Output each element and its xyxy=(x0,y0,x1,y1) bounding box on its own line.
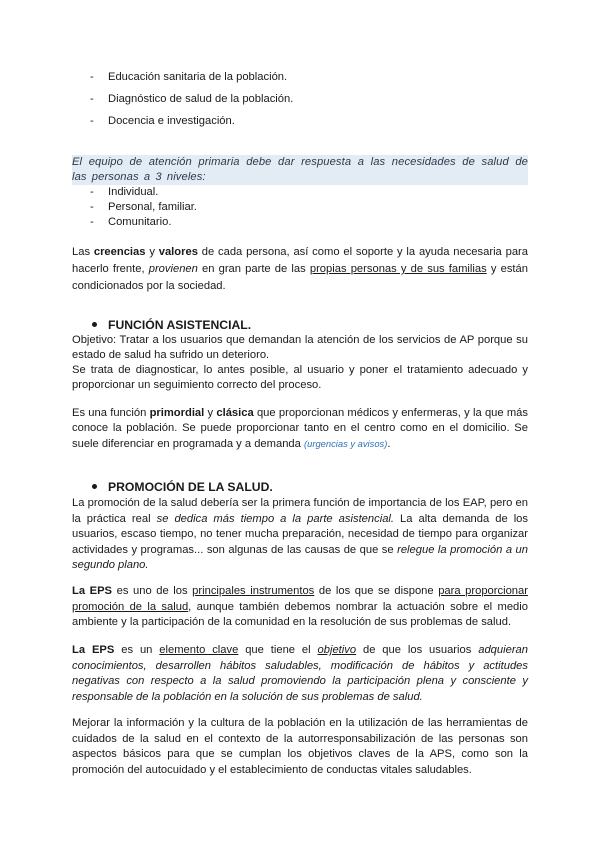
section-heading-asistencial: FUNCIÓN ASISTENCIAL. xyxy=(92,318,251,333)
levels-intro-block xyxy=(72,155,528,230)
mejorar-paragraph: Mejorar la información y la cultura de la población en la utilización de las herramientas de cuidados de la salud en el contexto de la autorresponsabilización de las personas son aspectos básicos para que se cumplan los objetivos claves de la APS, como son la promoción del autocuidado y el establecimiento de conductas vitales saludables. xyxy=(72,717,528,776)
bullet-icon xyxy=(92,322,97,327)
primordial-paragraph: Es una función primordial y clásica que proporcionan médicos y enfermeras, y la que más conoce la población. Se puede proporcionar tanto en el centro como en el domicilio. Se suele diferenciar en programada y a demanda (urgencias y avisos). xyxy=(72,407,528,450)
bullet-icon xyxy=(92,484,97,489)
list-item: - Individual. xyxy=(90,186,159,198)
list-item: - Personal, familiar. xyxy=(90,201,197,213)
list-item: - Educación sanitaria de la población. xyxy=(90,71,288,83)
section-heading-promocion: PROMOCIÓN DE LA SALUD. xyxy=(92,480,273,495)
beliefs-paragraph: Las creencias y valores de cada persona, así como el soporte y la ayuda necesaria para hacerlo frente, provienen en gran parte de las propias personas y de sus familias y están condicionados por la sociedad. xyxy=(72,246,528,292)
promocion-paragraph: La promoción de la salud debería ser la primera función de importancia de los EAP, pero en la práctica real se dedica más tiempo a la parte asistencial. La alta demanda de los usuarios, escaso tiempo, no tener mucha preparación, necesidad de tiempo para organizar actividades y programas... son algunas de las causas de que se relegue la promoción a un segundo plano. xyxy=(72,497,528,571)
eps-instrumento-paragraph: La EPS es uno de los principales instrumentos de los que se dispone para proporcionar promoción de la salud, aunque también debemos nombrar la actuación sobre el medio ambiente y la participación de la comunidad en la resolución de sus problemas de salud. xyxy=(72,585,528,628)
diagnostico-paragraph: Se trata de diagnosticar, lo antes posible, al usuario y poner el tratamiento adecuado y proporcionar un seguimiento correcto del proceso. xyxy=(72,364,528,391)
list-item: - Comunitario. xyxy=(90,216,172,228)
levels-intro: El equipo de atención primaria debe dar respuesta a las necesidades de salud de las personas a 3 niveles: xyxy=(72,156,528,183)
objetivo-paragraph: Objetivo: Tratar a los usuarios que demandan la atención de los servicios de AP porque su estado de salud ha sufrido un deterioro. xyxy=(72,334,528,361)
list-item: - Docencia e investigación. xyxy=(90,115,235,127)
eps-elemento-paragraph: La EPS es un elemento clave que tiene el objetivo de que los usuarios adquieran conocimientos, desarrollen hábitos saludables, modificación de hábitos y actitudes negativas con respecto a la salud promoviendo la participación plena y consciente y responsable de la población en la solución de sus problemas de salud. xyxy=(72,644,528,703)
list-item: - Diagnóstico de salud de la población. xyxy=(90,93,294,105)
functions-list xyxy=(72,70,528,129)
